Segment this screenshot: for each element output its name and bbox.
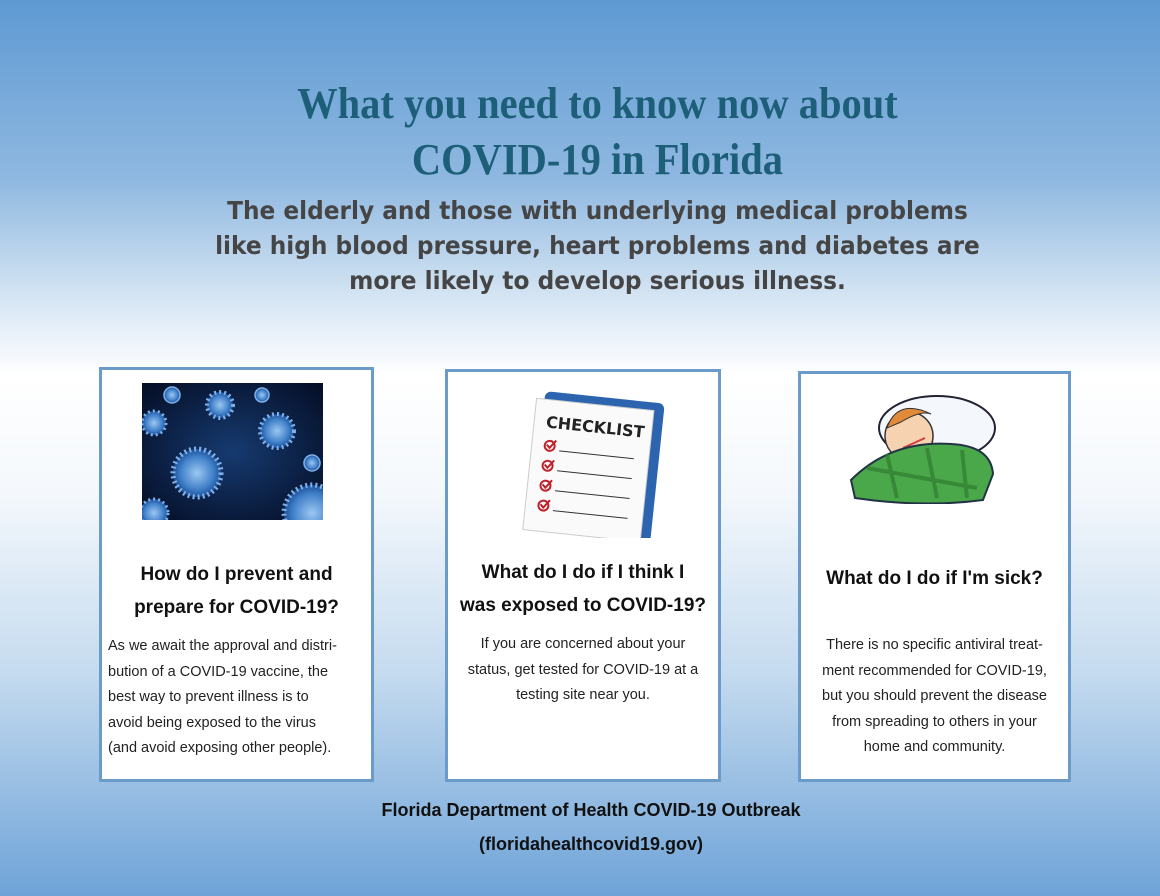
- page-title: [48, 76, 1147, 188]
- heading-line: How do I prevent and: [140, 564, 333, 585]
- page-subtitle: [42, 193, 1153, 298]
- body-line: best way to prevent illness is to: [108, 689, 309, 705]
- body-line: status, get tested for COVID-19 at a: [467, 661, 699, 678]
- body-line: but you should prevent the disease: [822, 688, 1047, 704]
- checklist-clipboard-image: [508, 390, 668, 538]
- sick-card: [798, 371, 1071, 782]
- body-line: If you are concerned about your: [480, 636, 686, 652]
- body-line: There is no specific antiviral treat-: [826, 637, 1043, 653]
- sick-illustration: [801, 374, 1068, 504]
- body-line: As we await the approval and distri-: [108, 638, 337, 654]
- subtitle-line: like high blood pressure, heart problems and diabetes are: [215, 231, 980, 260]
- prevent-illustration: [102, 370, 371, 520]
- body-line: from spreading to others in your: [832, 713, 1037, 730]
- footer-website: (floridahealthcovid19.gov): [478, 834, 704, 854]
- exposed-heading: [448, 556, 718, 622]
- title-line: COVID-19 in Florida: [411, 135, 783, 184]
- title-line: What you need to know now about: [297, 79, 898, 128]
- checklist-label: CHECKLIST: [545, 412, 646, 442]
- body-line: testing site near you.: [516, 687, 650, 703]
- exposed-card: [445, 369, 721, 782]
- coronavirus-image: [142, 383, 323, 520]
- sick-heading: What do I do if I'm sick?: [826, 568, 1043, 589]
- heading-line: was exposed to COVID-19?: [459, 595, 706, 616]
- subtitle-line: more likely to develop serious illness.: [349, 266, 846, 295]
- heading-line: prepare for COVID-19?: [134, 597, 339, 618]
- sick-body: [801, 633, 1068, 761]
- footer-org: Florida Department of Health COVID-19 Outbreak: [381, 800, 801, 820]
- prevent-card: [99, 367, 374, 782]
- body-line: ment recommended for COVID-19,: [822, 662, 1047, 679]
- body-line: home and community.: [863, 739, 1006, 755]
- sick-child-in-bed-image: [847, 388, 997, 504]
- exposed-body: [448, 632, 718, 709]
- body-line: (and avoid exposing other people).: [108, 740, 332, 756]
- subtitle-line: The elderly and those with underlying medical problems: [227, 196, 968, 225]
- exposed-illustration: [448, 372, 718, 538]
- prevent-heading: [102, 558, 371, 624]
- heading-line: What do I do if I think I: [481, 562, 685, 583]
- body-line: bution of a COVID-19 vaccine, the: [108, 663, 329, 680]
- prevent-body: [102, 634, 371, 762]
- body-line: avoid being exposed to the virus: [108, 714, 316, 731]
